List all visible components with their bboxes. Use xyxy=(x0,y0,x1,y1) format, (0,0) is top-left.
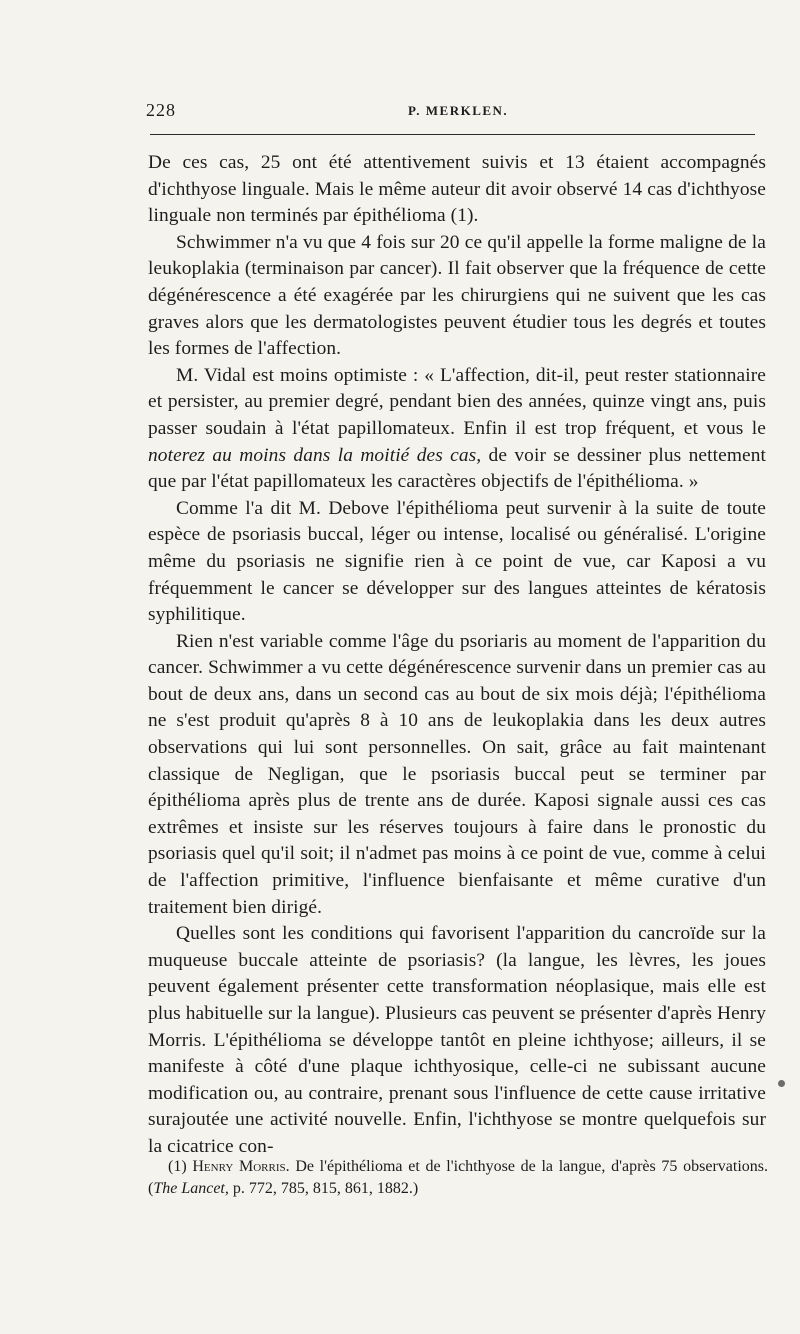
footnote-text: p. 772, 785, 815, 861, 1882.) xyxy=(228,1180,419,1197)
paragraph: Comme l'a dit M. Debove l'épithélioma peut survenir à la suite de toute espèce de psoriasis buccal, léger ou intense, localisé ou généralisé. L'origine même du psoriasis ne signifie rien à ce point de vue, car Kaposi a vu fréquemment le cancer se développer sur des langues atteintes de kératosis syphilitique. xyxy=(148,497,766,626)
paragraph: Schwimmer n'a vu que 4 fois sur 20 ce qu'il appelle la forme maligne de la leukoplakia (terminaison par cancer). Il fait observer que la fréquence de cette dégénérescence a été exagérée par les chirurgiens qui ne suivent que les cas graves alors que les dermatologistes peuvent étudier tous les degrés et toutes les formes de l'affection. xyxy=(148,231,766,360)
footnote-author: Henry Morris. xyxy=(192,1158,290,1175)
paragraph: De ces cas, 25 ont été attentivement suivis et 13 étaient accompagnés d'ichthyose linguale. Mais le même auteur dit avoir observé 14 cas d'ichthyose linguale non terminés par épithélioma (1). xyxy=(148,152,766,227)
paragraph: Rien n'est variable comme l'âge du psoriaris au moment de l'apparition du cancer. Schwimmer a vu cette dégénérescence survenir dans un premier cas au bout de deux ans, dans un second cas au bout de six mois déjà; l'épithélioma ne s'est produit qu'après 8 à 10 ans de leukoplakia dans les deux autres observations qui lui sont personnelles. On sait, grâce au fait maintenant classique de Negligan, que le psoriasis buccal peut se terminer par épithélioma après plus de trente ans de durée. Kaposi signale aussi ces cas extrêmes et insiste sur les réserves toujours à faire dans le pronostic du psoriasis quel qu'il soit; il n'admet pas moins à ce point de vue, comme à celui de l'affection primitive, l'influence bienfaisante et même curative d'un traitement bien dirigé. xyxy=(148,630,766,918)
running-head: P. MERKLEN. xyxy=(408,103,509,118)
paragraph xyxy=(148,363,766,496)
footnote xyxy=(148,1156,768,1200)
page-header xyxy=(146,100,756,124)
footnote-text: De l'épithélioma et de l'ichthyose de la langue, d'après 75 observations. ( xyxy=(148,1158,769,1197)
italic-quote: noterez au moins dans la moitié des cas, xyxy=(148,444,482,466)
footnote-marker: (1) xyxy=(168,1158,187,1175)
body-text xyxy=(148,150,766,1161)
page-number: 228 xyxy=(146,100,176,120)
ink-speck xyxy=(778,1080,785,1087)
paragraph-text: M. Vidal est moins optimiste : « L'affection, dit-il, peut rester stationnaire et persister, au premier degré, pendant bien des années, quinze vingt ans, puis passer soudain à l'état papillomateux. Enfin il est trop fréquent, et vous le xyxy=(148,364,766,439)
header-rule xyxy=(150,134,755,135)
paragraph: Quelles sont les conditions qui favorisent l'apparition du cancroïde sur la muqueuse buccale atteinte de psoriasis? (la langue, les lèvres, les joues peuvent également présenter cette transformation néoplasique, mais elle est plus habituelle sur la langue). Plusieurs cas peuvent se présenter d'après Henry Morris. L'épithélioma se développe tantôt en pleine ichthyose; ailleurs, il se manifeste à côté d'une plaque ichthyosique, celle-ci ne subissant aucune modification ou, au contraire, prenant sous l'influence de cette cause irritative surajoutée une activité nouvelle. Enfin, l'ichthyose se montre quelquefois sur la cicatrice con- xyxy=(148,923,766,1157)
footnote-area xyxy=(148,1156,768,1200)
paragraph-text: de voir se dessiner plus nettement que par l'état papillomateux les caractères objectifs de l'épithélioma. » xyxy=(148,444,766,493)
footnote-journal: The Lancet, xyxy=(153,1180,229,1197)
